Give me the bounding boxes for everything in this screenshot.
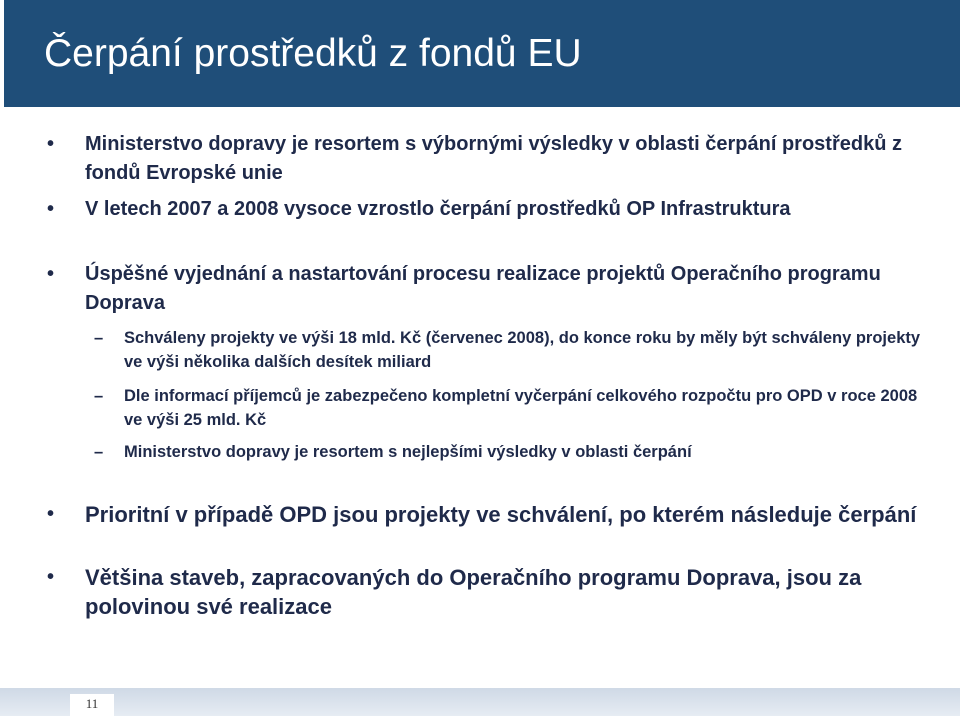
bullet-icon: •: [47, 198, 55, 220]
bullet-item: • Prioritní v případě OPD jsou projekty ve schválení, po kterém následuje čerpání: [47, 502, 917, 527]
footer-bar: [0, 688, 960, 716]
dash-icon: –: [94, 329, 104, 347]
dash-icon: –: [94, 387, 104, 405]
page-number: 11: [70, 694, 114, 716]
slide-title: Čerpání prostředků z fondů EU: [44, 32, 582, 75]
sub-bullet-item: – Dle informací příjemců je zabezpečeno kompletní vyčerpání celkového rozpočtu pro OPD v roce 2008 ve výši 25 mld. Kč: [124, 384, 924, 432]
bullet-icon: •: [47, 566, 55, 588]
dash-icon: –: [94, 443, 104, 461]
bullet-icon: •: [47, 503, 55, 525]
bullet-item: • V letech 2007 a 2008 vysoce vzrostlo čerpání prostředků OP Infrastruktura: [85, 195, 945, 224]
sub-bullet-item: – Ministerstvo dopravy je resortem s nejlepšími výsledky v oblasti čerpání: [124, 440, 924, 464]
bullet-item: • Ministerstvo dopravy je resortem s výbornými výsledky v oblasti čerpání prostředků z fondů Evropské unie: [85, 130, 945, 188]
bullet-item: • Většina staveb, zapracovaných do Operačního programu Doprava, jsou za polovinou své realizace: [47, 565, 862, 619]
sub-bullet-item: – Schváleny projekty ve výši 18 mld. Kč (červenec 2008), do konce roku by měly být schváleny projekty ve výši několika dalších desítek miliard: [124, 326, 924, 374]
bullet-item: • Úspěšné vyjednání a nastartování procesu realizace projektů Operačního programu Doprava: [85, 260, 945, 318]
bullet-icon: •: [47, 133, 55, 155]
bullet-icon: •: [47, 263, 55, 285]
